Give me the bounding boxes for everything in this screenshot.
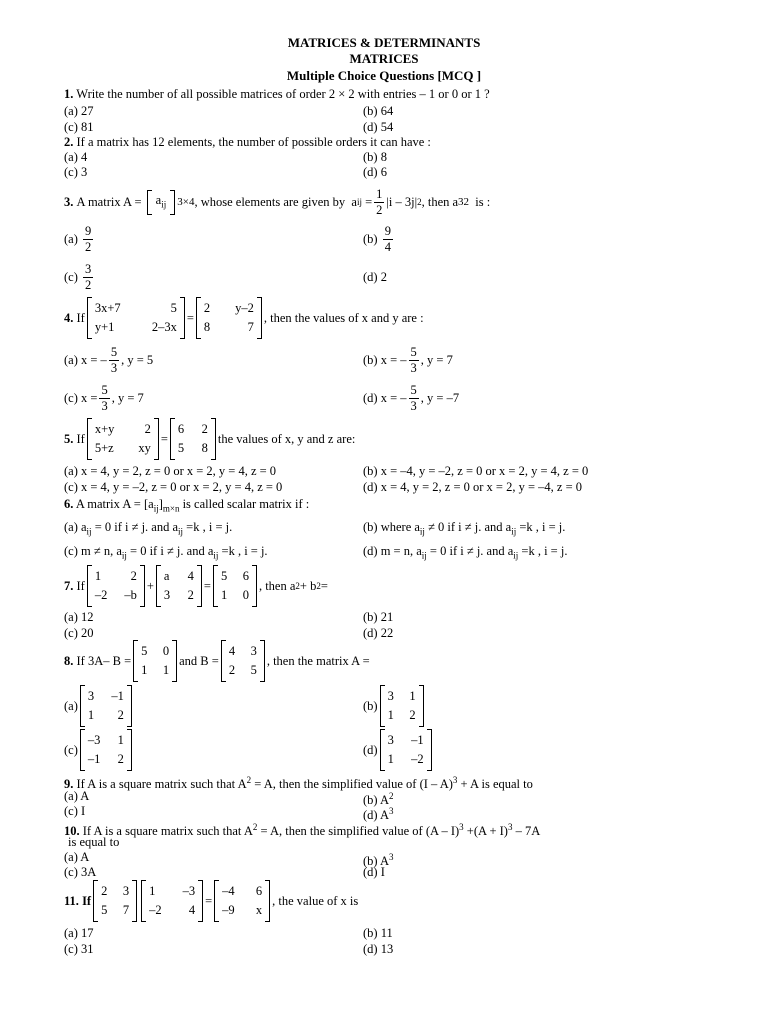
question-2: 2. If a matrix has 12 elements, the number of possible orders it can have : [64,135,431,149]
q9-option-d: (d) $A^3$ [363,806,394,823]
q3-option-c: (c) 3 2 [64,262,92,292]
q8-option-c: (c) –3 1 –1 2 [64,729,134,771]
q4-matrix-right: 2 y–2 8 7 [196,297,262,339]
q5-option-d: (d) x = 4, y = 2, z = 0 or x = 2, y = –4, z = 0 [363,480,583,494]
page-subtitle: MATRICES [349,51,419,66]
q11-matrix-3: –4 6 –9 x [214,880,270,922]
question-3: 3. A matrix A = $a_{ij}$ 3×4 , whose elements are given by a ij = $\frac{1}{2}$ |i – 3j| 2 , then a 32 is : [64,187,491,217]
q9-option-b: (b) $A^2$ [363,791,394,808]
q2-option-d: (d) 6 [363,165,387,179]
q10-option-a: (a) A [64,850,90,864]
q8-option-a: (a) 3 –1 1 2 [64,685,134,727]
question-1: 1. Write the number of all possible matrices of order 2 × 2 with entries – 1 or 0 or 1 ? [64,87,490,101]
q7-option-a: (a) 12 [64,610,94,624]
q2-option-b: (b) 8 [363,150,387,164]
q9-option-a: (a) A [64,789,90,803]
q10-continuation: is equal to [68,835,120,849]
q4-option-b: (b) x = – 5 3 , y = 7 [363,345,453,375]
q7-matrix-2: a 4 3 2 [156,565,202,607]
q11-matrix-1: 2 3 5 7 [93,880,137,922]
question-7: 7. If 1 2 –2 –b + a 4 3 2 = 5 6 1 0 , then a 2 + b 2 = [64,565,328,607]
q1-option-d: (d) 54 [363,120,394,134]
question-6: 6. A matrix $A = [a_{ij}]_{m\times n}$ is called scalar matrix if : [64,497,310,514]
q10-option-c: (c) 3A [64,865,97,879]
question-8: 8. If 3A– B = 5 0 1 1 and B = 4 3 2 5 , then the matrix A = [64,640,370,682]
matrix-bracket: $a_{ij}$ [147,190,176,216]
q2-option-c: (c) 3 [64,165,88,179]
q11-option-d: (d) 13 [363,942,394,956]
q7-matrix-1: 1 2 –2 –b [87,565,145,607]
question-11: 11. If 2 3 5 7 1 –3 –2 4 = –4 6 –9 x , the value of x is [64,880,358,922]
q1-option-a: (a) 27 [64,104,94,118]
question-5: 5. If x+y 2 5+z xy = 6 2 5 8 the values of x, y and z are: [64,418,355,460]
q9-option-c: (c) I [64,804,86,818]
q4-option-d: (d) x = – 5 3 , y = –7 [363,383,460,413]
q5-option-a: (a) x = 4, y = 2, z = 0 or x = 2, y = 4, z = 0 [64,464,277,478]
q7-matrix-3: 5 6 1 0 [213,565,257,607]
q6-option-b: (b) where $a_{ij} \ne 0$ if i ≠ j. and $a_{ij} =k$ , i = j. [363,520,566,537]
q10-option-d: (d) I [363,865,385,879]
q6-option-c: (c) m ≠ n, $a_{ij} = 0$ if i ≠ j. and $a_{ij} =k$ , i = j. [64,544,268,561]
q10-option-b: (b) $A^3$ [363,852,394,869]
q8-matrix-a: 3 –1 1 2 [80,685,132,727]
question-4: 4. If 3x+7 5 y+1 2–3x = 2 y–2 8 7 , then the values of x and y are : [64,297,424,339]
q5-option-c: (c) x = 4, y = –2, z = 0 or x = 2, y = 4, z = 0 [64,480,283,494]
q7-option-d: (d) 22 [363,626,394,640]
q4-option-c: (c) x = $\frac{5}{3}$ , y = 7 [64,383,144,413]
q11-option-c: (c) 31 [64,942,94,956]
q8-matrix-c: –3 1 –1 2 [80,729,132,771]
question-10: 10. If A is a square matrix such that $A^2 = A$, then the simplified value of $(A - I)^3 +(A + I)^3 - 7A$ [64,822,541,839]
q8-option-d: (d) 3 –1 1 –2 [363,729,434,771]
q1-option-c: (c) 81 [64,120,94,134]
q8-matrix-d: 3 –1 1 –2 [380,729,432,771]
q8-matrix-b: 3 1 1 2 [380,685,424,727]
page-title: MATRICES & DETERMINANTS [287,35,481,50]
q11-option-a: (a) 17 [64,926,94,940]
q8-option-b: (b) 3 1 1 2 [363,685,426,727]
q1-option-b: (b) 64 [363,104,394,118]
q2-option-a: (a) 4 [64,150,88,164]
q3-option-b: (b) 9 4 [363,224,391,254]
q5-option-b: (b) x = –4, y = –2, z = 0 or x = 2, y = 4, z = 0 [363,464,589,478]
q5-matrix-right: 6 2 5 8 [170,418,216,460]
q11-matrix-2: 1 –3 –2 4 [141,880,203,922]
q4-matrix-left: 3x+7 5 y+1 2–3x [87,297,185,339]
q6-option-a: (a) $a_{ij} = 0$ if i ≠ j. and $a_{ij} =k$ , i = j. [64,520,233,537]
q6-option-d: (d) m = n, $a_{ij} = 0$ if i ≠ j. and $a_{ij} =k$ , i = j. [363,544,568,561]
q8-matrix-2: 4 3 2 5 [221,640,265,682]
q11-option-b: (b) 11 [363,926,393,940]
q8-matrix-1: 5 0 1 1 [133,640,177,682]
section-heading: Multiple Choice Questions [MCQ ] [286,68,482,83]
q5-matrix-left: x+y 2 5+z xy [87,418,159,460]
q3-option-a: (a) 9 2 [64,224,92,254]
q3-option-d: (d) 2 [363,270,387,284]
q4-option-a: (a) x = – 5 3 , y = 5 [64,345,154,375]
question-9: 9. If A is a square matrix such that $A^2 = A$, then the simplified value of (I – A)$^3$ + A is equal to [64,775,533,792]
q7-option-b: (b) 21 [363,610,394,624]
q7-option-c: (c) 20 [64,626,94,640]
